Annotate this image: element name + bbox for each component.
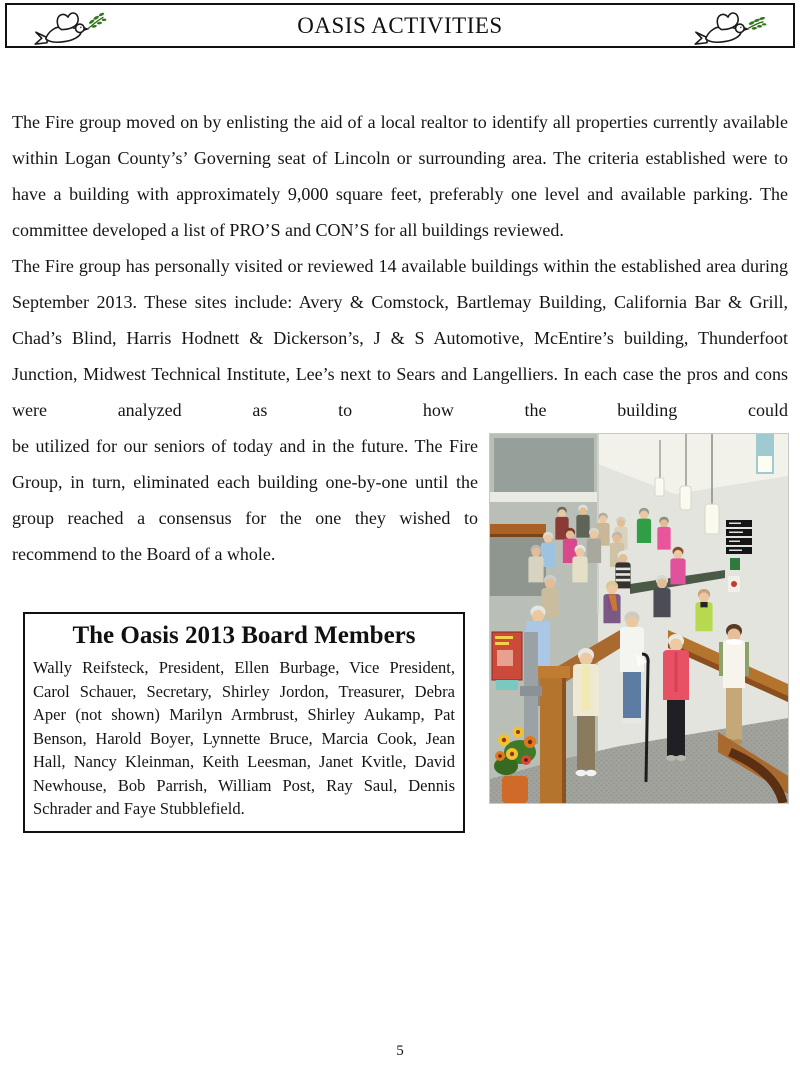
wrap-section xyxy=(12,428,788,833)
paragraph-buildings-visited: The Fire group has personally visited or reviewed 14 available buildings within the established area during September 2013. These sites include: Avery & Comstock, Bartlemay Building, California Bar & Grill, Chad’s Blind, Harris Hodnett & Dickerson’s, J & S Automotive, McEntire’s building, Thunderfoot Junction, Midwest Technical Institute, Lee’s next to Sears and Langelliers. In each case the pros and cons were analyzed as to how the building could xyxy=(12,256,788,420)
board-box-title: The Oasis 2013 Board Members xyxy=(72,622,416,649)
page-footer xyxy=(0,1043,800,1060)
board-members-box xyxy=(23,612,465,833)
page-number: 5 xyxy=(396,1043,404,1059)
page-title: OASIS ACTIVITIES xyxy=(297,12,503,38)
paragraph-fire-group-realtor: The Fire group moved on by enlisting the aid of a local realtor to identify all properties currently available within Logan County’s’ Governing seat of Lincoln or surrounding area. The criteria established were to have a building with approximately 9,000 square feet, preferably one level and available parking. The committee developed a list of PRO’S and CON’S for all buildings reviewed. xyxy=(12,112,788,240)
board-members-list: Wally Reifsteck, President, Ellen Burbage, Vice President, Carol Schauer, Secretary, Shirley Jordon, Treasurer, Debra Aper (not shown) Marilyn Armbrust, Shirley Aukamp, Pat Benson, Harold Boyer, Lynnette Bruce, Marcia Cook, Jean Hall, Nancy Kleinman, Keith Leesman, Janet Kvitle, David Newhouse, Bob Parrish, William Post, Ray Saul, Dennis Schrader and Faye Stubblefield. xyxy=(33,658,455,818)
page-header xyxy=(5,3,795,48)
paragraph-fire-group-consensus: be utilized for our seniors of today and in the future. The Fire Group, in turn, eliminated each building one-by-one until the group reached a consensus for the one they wished to recommend to the Board of a whole. xyxy=(12,436,478,564)
board-group-photo xyxy=(490,434,788,803)
dove-icon xyxy=(33,6,107,48)
page-body xyxy=(0,48,800,833)
dove-icon xyxy=(693,6,767,48)
